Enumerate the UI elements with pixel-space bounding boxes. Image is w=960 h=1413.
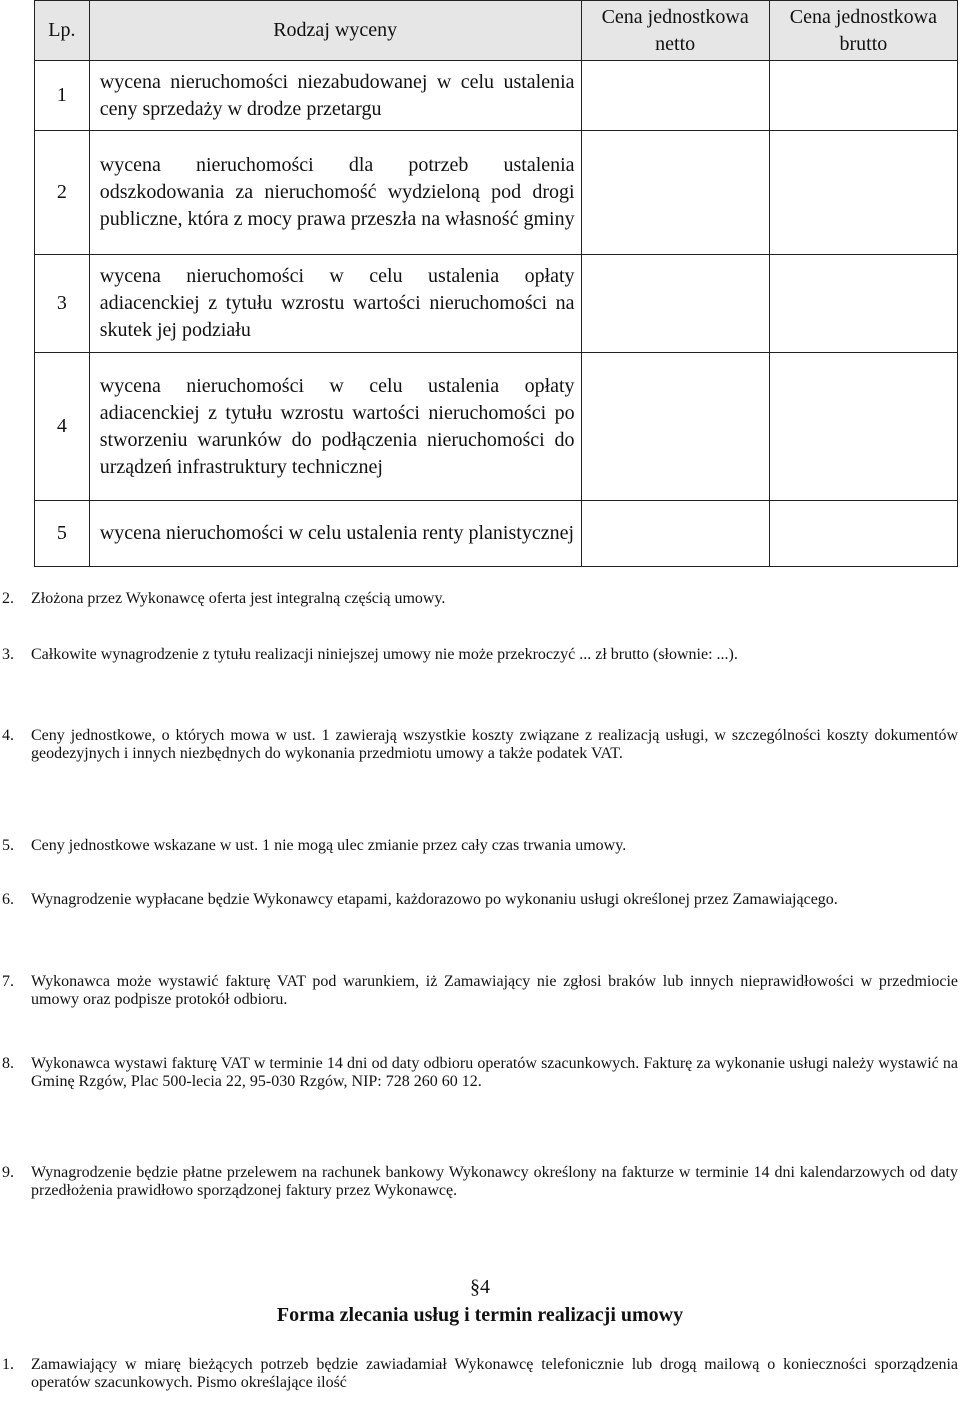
paragraph-number: 3. <box>2 646 14 663</box>
table-row <box>35 131 958 255</box>
paragraph-text: Ceny jednostkowe, o których mowa w ust. 1 zawierają wszystkie koszty związane z realizacją usługi, w szczególności koszty dokumentów geodezyjnych i innych niezbędnych do wykonania przedmiotu umowy a także podatek VAT. <box>31 727 958 762</box>
paragraph-8 <box>0 1055 958 1091</box>
table-header-row <box>35 1 958 61</box>
paragraph-text: Wykonawca wystawi fakturę VAT w terminie 14 dni od daty odbioru operatów szacunkowych. Fakturę za wykonanie usługi należy wystawić na Gminę Rzgów, Plac 500-lecia 22, 95-030 Rzgów, NIP: 728 260 60 12. <box>31 1055 958 1090</box>
net-price-cell <box>581 501 769 567</box>
paragraph-text: Wynagrodzenie wypłacane będzie Wykonawcy etapami, każdorazowo po wykonaniu usługi określonej przez Zamawiającego. <box>31 891 838 908</box>
row-number: 2 <box>35 131 90 255</box>
paragraph-4 <box>0 727 958 763</box>
table-row <box>35 61 958 131</box>
paragraph-6 <box>0 891 958 909</box>
paragraph-text: Wykonawca może wystawić fakturę VAT pod warunkiem, iż Zamawiający nie zgłosi braków lub innych nieprawidłowości w przedmiocie umowy oraz podpisze protokół odbioru. <box>31 973 958 1008</box>
paragraph-3 <box>0 646 958 664</box>
row-number: 1 <box>35 61 90 131</box>
table-row <box>35 255 958 353</box>
header-unit-price-net: Cena jednostkowa netto <box>581 1 769 61</box>
gross-price-cell <box>769 501 957 567</box>
paragraph-number: 5. <box>2 837 14 854</box>
paragraph-text: Całkowite wynagrodzenie z tytułu realizacji niniejszej umowy nie może przekroczyć ... zł brutto (słownie: ...). <box>31 646 738 663</box>
net-price-cell <box>581 255 769 353</box>
gross-price-cell <box>769 353 957 501</box>
gross-price-cell <box>769 61 957 131</box>
row-description: wycena nieruchomości w celu ustalenia opłaty adiacenckiej z tytułu wzrostu wartości nieruchomości na skutek jej podziału <box>89 255 581 353</box>
section-paragraph-1 <box>0 1356 958 1392</box>
paragraph-number: 7. <box>2 973 14 990</box>
paragraph-5 <box>0 837 958 855</box>
row-number: 4 <box>35 353 90 501</box>
paragraph-number: 4. <box>2 727 14 744</box>
paragraph-2 <box>0 590 958 608</box>
paragraph-number: 6. <box>2 891 14 908</box>
net-price-cell <box>581 61 769 131</box>
net-price-cell <box>581 131 769 255</box>
paragraph-7 <box>0 973 958 1009</box>
paragraph-text: Zamawiający w miarę bieżących potrzeb będzie zawiadamiał Wykonawcę telefonicznie lub drogą mailową o konieczności sporządzenia operatów szacunkowych. Pismo określające ilość <box>31 1356 958 1391</box>
row-number: 5 <box>35 501 90 567</box>
paragraph-number: 8. <box>2 1055 14 1072</box>
row-description: wycena nieruchomości w celu ustalenia opłaty adiacenckiej z tytułu wzrostu wartości nieruchomości po stworzeniu warunków do podłączenia nieruchomości do urządzeń infrastruktury technicznej <box>89 353 581 501</box>
table-row <box>35 353 958 501</box>
section-title: Forma zlecania usług i termin realizacji umowy <box>276 1304 684 1326</box>
paragraph-number: 1. <box>2 1356 14 1373</box>
net-price-cell <box>581 353 769 501</box>
paragraph-text: Ceny jednostkowe wskazane w ust. 1 nie mogą ulec zmianie przez cały czas trwania umowy. <box>31 837 627 854</box>
header-valuation-type: Rodzaj wyceny <box>89 1 581 61</box>
paragraph-number: 9. <box>2 1164 14 1181</box>
gross-price-cell <box>769 131 957 255</box>
row-description: wycena nieruchomości niezabudowanej w celu ustalenia ceny sprzedaży w drodze przetargu <box>89 61 581 131</box>
row-description: wycena nieruchomości dla potrzeb ustalenia odszkodowania za nieruchomość wydzieloną pod drogi publiczne, która z mocy prawa przeszła na własność gminy <box>89 131 581 255</box>
header-lp: Lp. <box>35 1 90 61</box>
header-unit-price-gross: Cena jednostkowa brutto <box>769 1 957 61</box>
table-row <box>35 501 958 567</box>
section-mark: §4 <box>470 1276 490 1298</box>
gross-price-cell <box>769 255 957 353</box>
paragraph-text: Złożona przez Wykonawcę oferta jest integralną częścią umowy. <box>31 590 446 607</box>
row-number: 3 <box>35 255 90 353</box>
row-description: wycena nieruchomości w celu ustalenia renty planistycznej <box>89 501 581 567</box>
paragraph-text: Wynagrodzenie będzie płatne przelewem na rachunek bankowy Wykonawcy określony na fakturze w terminie 14 dni kalendarzowych od daty przedłożenia prawidłowo sporządzonej faktury przez Wykonawcę. <box>31 1164 958 1199</box>
paragraph-9 <box>0 1164 958 1200</box>
valuation-price-table <box>34 0 958 567</box>
paragraph-number: 2. <box>2 590 14 607</box>
